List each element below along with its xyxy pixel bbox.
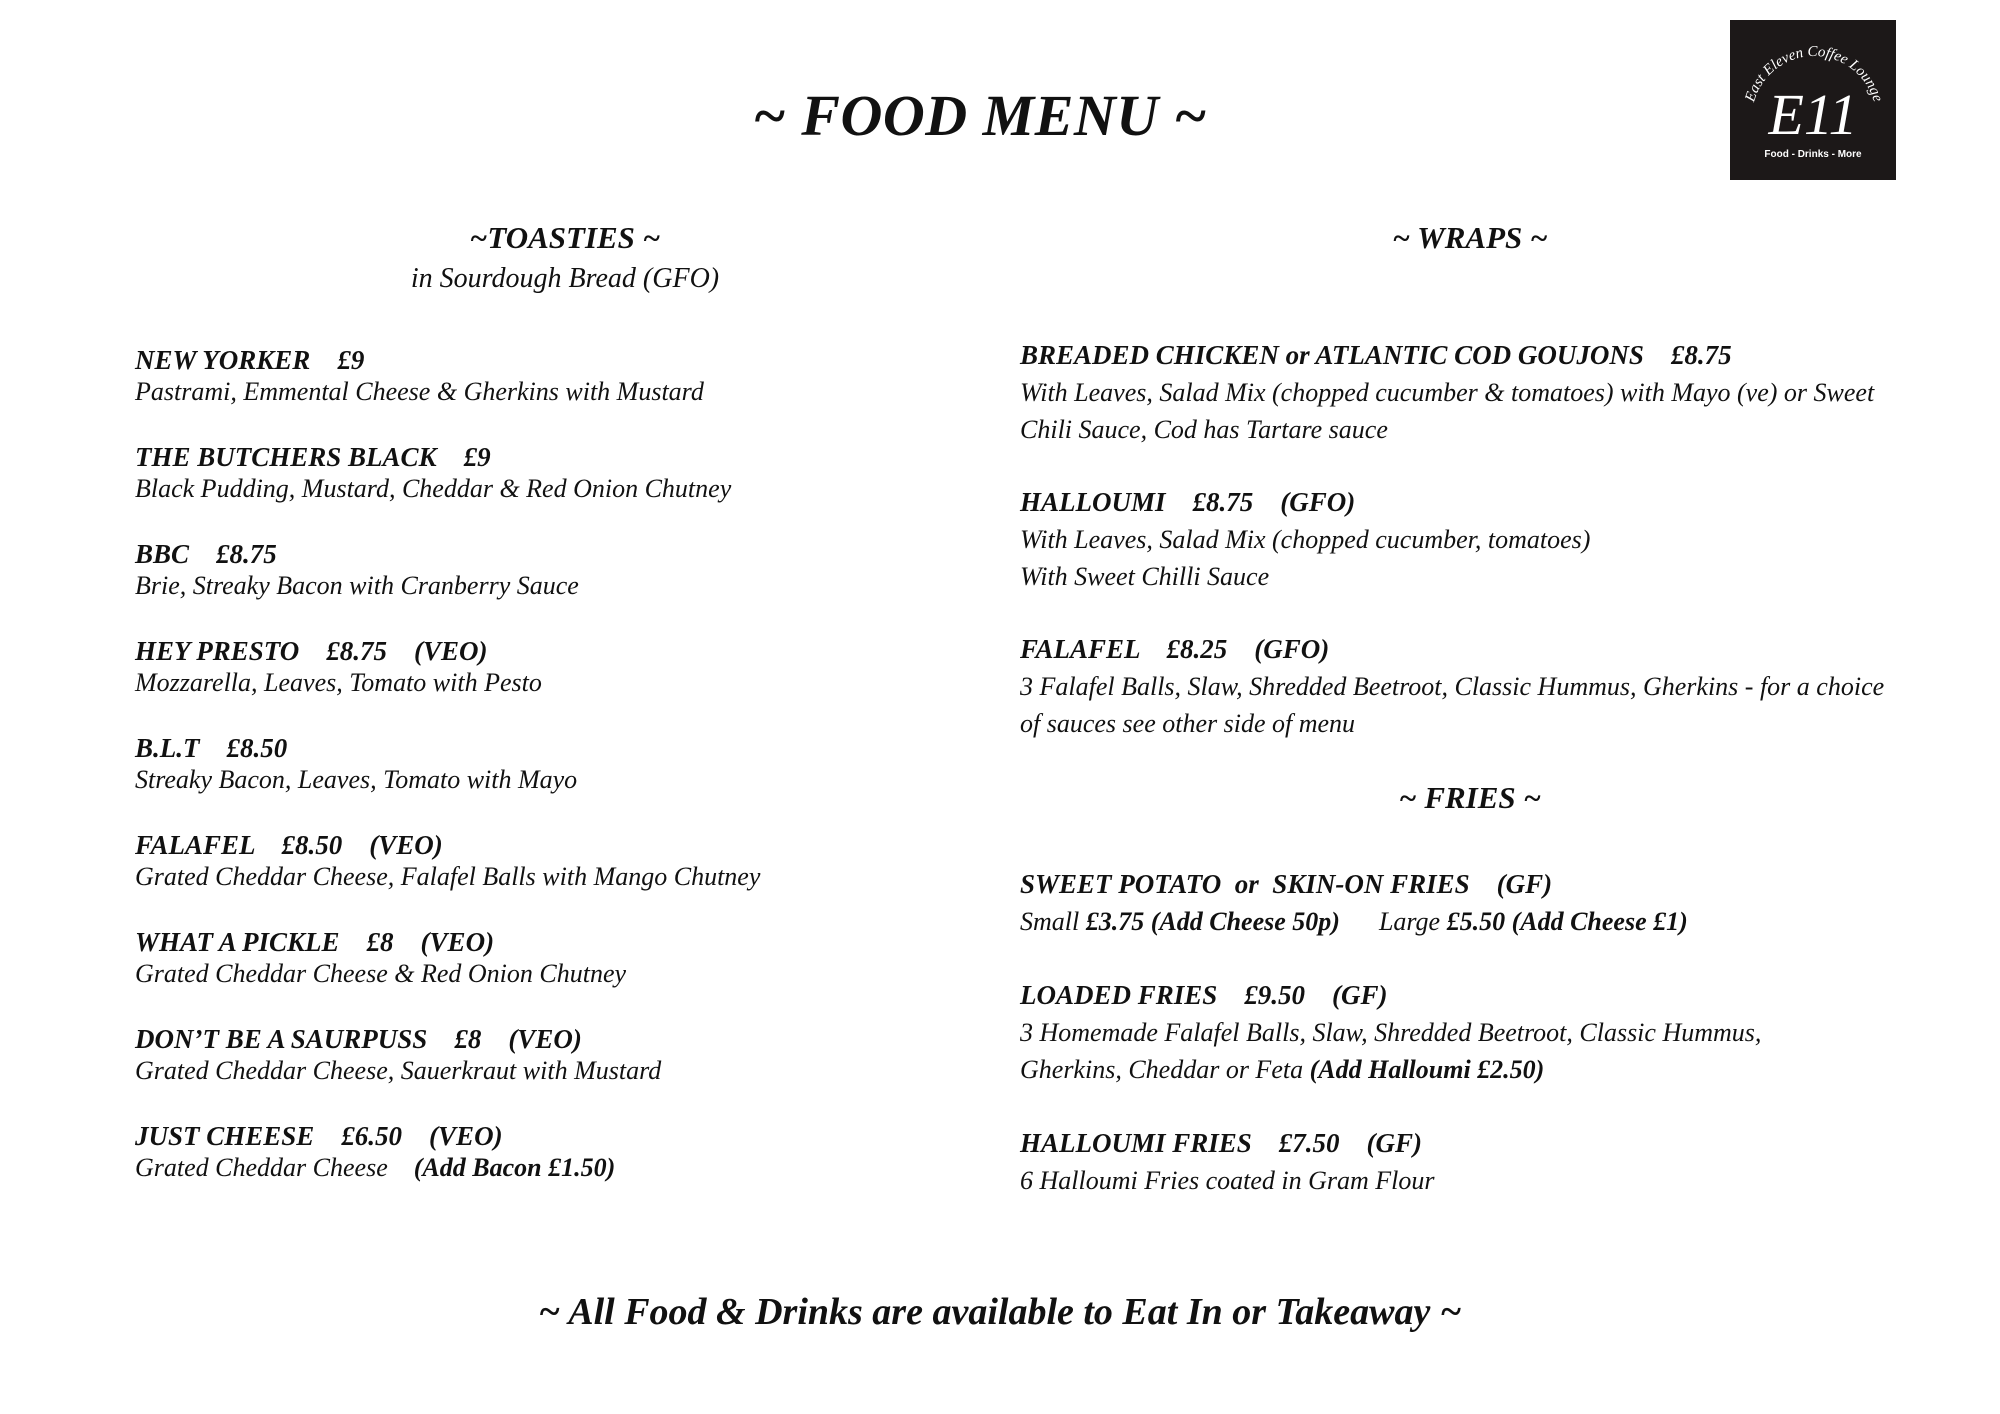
item-desc: With Sweet Chilli Sauce (1020, 562, 1270, 591)
menu-item (1020, 484, 1920, 595)
small-price: £3.75 (Add Cheese 50p) (1085, 907, 1340, 936)
page-title: ~ FOOD MENU ~ (752, 83, 1208, 148)
item-desc: 3 Homemade Falafel Balls, Slaw, Shredded Beetroot, Classic Hummus, (1020, 1018, 1762, 1047)
menu-item (135, 441, 995, 505)
menu-item (135, 1023, 995, 1087)
menu-item (1020, 1125, 1920, 1199)
menu-item (1020, 866, 1920, 940)
menu-item (135, 538, 995, 602)
menu-item (135, 635, 995, 699)
toasties-heading: ~TOASTIES ~ (469, 220, 661, 255)
fries-heading: ~ FRIES ~ (1398, 780, 1542, 815)
item-desc: Brie, Streaky Bacon with Cranberry Sauce (135, 571, 579, 600)
item-name: LOADED FRIES £9.50 (GF) (1020, 980, 1388, 1010)
item-desc: 6 Halloumi Fries coated in Gram Flour (1020, 1166, 1435, 1195)
menu-item (135, 344, 995, 408)
large-label: Large (1378, 907, 1441, 936)
menu-item (1020, 631, 1920, 742)
item-desc: Grated Cheddar Cheese, Sauerkraut with Mustard (135, 1056, 662, 1085)
menu-item (135, 829, 995, 893)
wraps-heading: ~ WRAPS ~ (1392, 220, 1548, 255)
item-name: DON’T BE A SAURPUSS £8 (VEO) (135, 1024, 582, 1054)
item-name: HALLOUMI FRIES £7.50 (GF) (1020, 1128, 1423, 1158)
item-desc-text: Grated Cheddar Cheese (135, 1153, 388, 1182)
small-label: Small (1020, 907, 1080, 936)
item-name: HALLOUMI £8.75 (GFO) (1020, 487, 1356, 517)
menu-item (1020, 337, 1920, 448)
menu-item (135, 926, 995, 990)
item-name: NEW YORKER £9 (135, 345, 365, 375)
large-price: £5.50 (Add Cheese £1) (1446, 907, 1688, 936)
menu-item (1020, 977, 1920, 1088)
item-name: BBC £8.75 (135, 539, 277, 569)
item-desc: With Leaves, Salad Mix (chopped cucumber, tomatoes) (1020, 525, 1591, 554)
item-name: WHAT A PICKLE £8 (VEO) (135, 927, 495, 957)
item-name: BREADED CHICKEN or ATLANTIC COD GOUJONS £8.75 (1020, 340, 1732, 370)
item-desc: Grated Cheddar Cheese & Red Onion Chutney (135, 959, 627, 988)
item-name: FALAFEL £8.50 (VEO) (135, 830, 443, 860)
item-name: THE BUTCHERS BLACK £9 (135, 442, 491, 472)
item-desc: Black Pudding, Mustard, Cheddar & Red Onion Chutney (135, 474, 732, 503)
item-desc (1020, 1051, 1920, 1088)
item-desc: 3 Falafel Balls, Slaw, Shredded Beetroot, Classic Hummus, Gherkins - for a choice of sauces see other side of menu (1020, 672, 1885, 738)
item-desc (135, 1152, 995, 1184)
e11-logo (1730, 20, 1896, 180)
toasties-subheading: in Sourdough Bread (GFO) (410, 263, 720, 294)
item-name: FALAFEL £8.25 (GFO) (1020, 634, 1330, 664)
logo-arc-text: East Eleven Coffee Lounge (1742, 43, 1886, 104)
item-desc: Streaky Bacon, Leaves, Tomato with Mayo (135, 765, 578, 794)
item-desc: Grated Cheddar Cheese, Falafel Balls with Mango Chutney (135, 862, 761, 891)
footer-note: ~ All Food & Drinks are available to Eat In or Takeaway ~ (538, 1291, 1462, 1333)
item-name: HEY PRESTO £8.75 (VEO) (135, 636, 488, 666)
item-extra: (Add Bacon £1.50) (413, 1153, 616, 1182)
item-desc: Pastrami, Emmental Cheese & Gherkins with Mustard (135, 377, 704, 406)
item-name: JUST CHEESE £6.50 (VEO) (135, 1121, 503, 1151)
item-extra: (Add Halloumi £2.50) (1309, 1055, 1545, 1084)
item-desc (1020, 903, 1920, 940)
menu-item (135, 1120, 995, 1184)
item-desc-text: Gherkins, Cheddar or Feta (1020, 1055, 1304, 1084)
menu-item (135, 732, 995, 796)
item-name: SWEET POTATO or SKIN-ON FRIES (GF) (1020, 869, 1553, 899)
item-desc: With Leaves, Salad Mix (chopped cucumber & tomatoes) with Mayo (ve) or Sweet Chili Sauce, Cod has Tartare sauce (1020, 378, 1875, 444)
logo-tagline: Food - Drinks - More (1764, 149, 1862, 160)
item-name: B.L.T £8.50 (135, 733, 288, 763)
logo-mark: E11 (1768, 82, 1858, 147)
item-desc: Mozzarella, Leaves, Tomato with Pesto (135, 668, 542, 697)
